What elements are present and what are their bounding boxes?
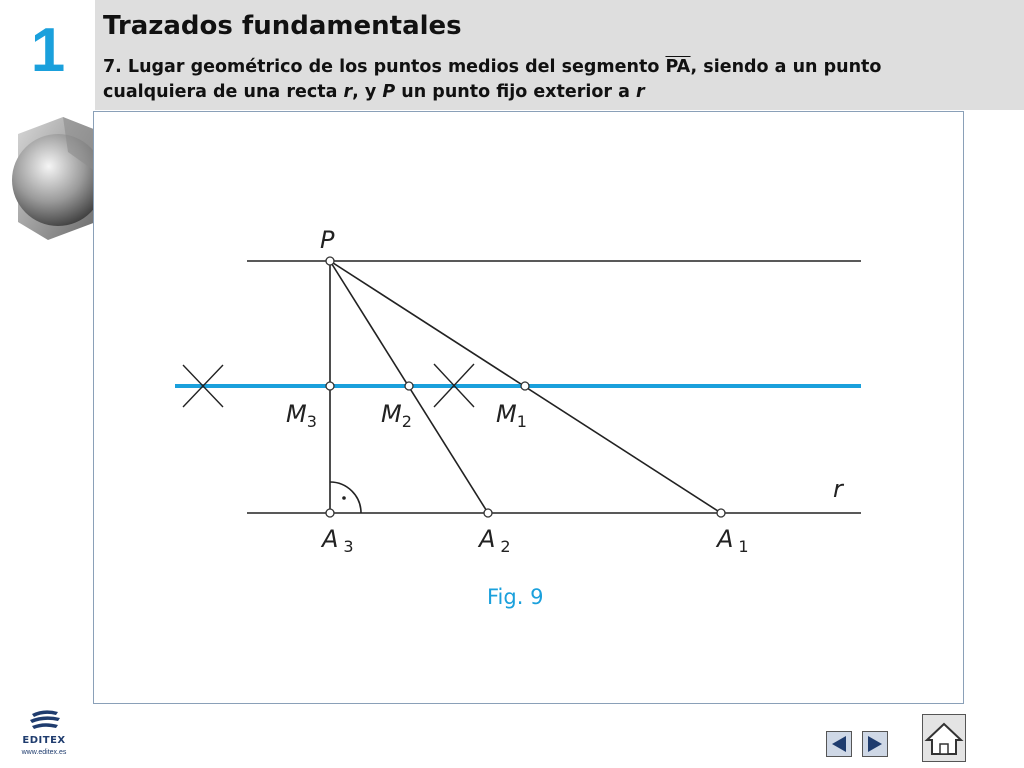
next-button[interactable]	[862, 731, 888, 757]
previous-icon	[827, 732, 851, 756]
label-a3: A $_3$	[322, 525, 354, 556]
right-angle-dot	[342, 496, 346, 500]
editex-brand: EDITEX	[22, 735, 66, 746]
previous-button[interactable]	[826, 731, 852, 757]
unit-number: 1	[30, 16, 66, 85]
point-p	[326, 257, 334, 265]
subtitle-text: 7. Lugar geométrico de los puntos medios del segmento	[103, 57, 666, 77]
label-r: r	[833, 475, 843, 503]
home-button[interactable]	[922, 714, 966, 762]
subtitle-text: , siendo a un punto cualquiera de una recta	[103, 57, 882, 102]
home-icon	[923, 715, 965, 761]
label-m3: $M_3$	[286, 400, 317, 431]
subtitle-italic: r	[635, 82, 645, 102]
subtitle-text: , y	[352, 82, 383, 102]
label-a1: A $_1$	[717, 525, 749, 556]
point-m2	[405, 382, 413, 390]
subtitle-italic: r	[343, 82, 353, 102]
point-m1	[521, 382, 529, 390]
point-m3	[326, 382, 334, 390]
label-a2: A $_2$	[479, 525, 511, 556]
point-a1	[717, 509, 725, 517]
editex-url: www.editex.es	[21, 749, 67, 756]
label-m1: $M_1$	[496, 400, 527, 431]
next-icon	[863, 732, 887, 756]
subtitle-text: un punto fijo exterior a	[395, 82, 636, 102]
label-p: P	[320, 226, 335, 254]
editex-logo-icon	[18, 708, 70, 734]
point-a2	[484, 509, 492, 517]
point-a3	[326, 509, 334, 517]
subtitle-italic: P	[382, 82, 396, 102]
page-title: Trazados fundamentales	[103, 11, 462, 41]
label-m2: $M_2$	[381, 400, 412, 431]
subtitle-segment: $\overline{PA}$	[665, 57, 691, 77]
figure-caption: Fig. 9	[487, 585, 544, 609]
